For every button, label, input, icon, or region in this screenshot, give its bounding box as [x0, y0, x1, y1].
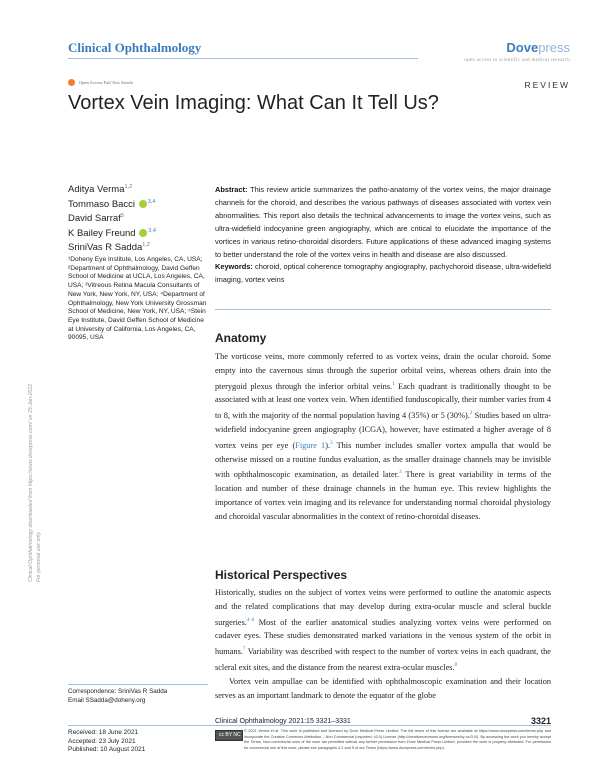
- download-note: [28, 182, 42, 582]
- affiliations: ¹Doheny Eye Institute, Los Angeles, CA, USA; ²Department of Ophthalmology, David Geffen School of Medicine at UCLA, Los Angeles, CA, USA; ³Vitreous Retina Macula Consultants of New York, New York, NY, USA; ⁴Department of Ophthalmology, New York University Grossman School of Medicine, New York, NY, USA; ⁵Stein Eye Institute, David Geffen School of Medicine at University of California, Los Angeles, CA, 90095, USA: [68, 256, 207, 342]
- historical-section: [215, 586, 551, 702]
- abstract-label: Abstract:: [215, 185, 248, 194]
- correspondence: [68, 688, 167, 705]
- publisher-tagline: open access to scientific and medical research: [464, 58, 570, 63]
- correspondence-email[interactable]: Email SSadda@doheny.org: [68, 696, 146, 704]
- footer-divider: [68, 725, 551, 726]
- reference-link[interactable]: 1: [392, 381, 395, 387]
- reference-link[interactable]: 3: [330, 440, 333, 446]
- author[interactable]: [68, 213, 156, 228]
- keywords-label: Keywords:: [215, 262, 253, 272]
- author-affil-ref: 1,2: [142, 242, 150, 249]
- author-name: SriniVas R Sadda: [68, 242, 143, 254]
- article-type: REVIEW: [524, 80, 570, 90]
- cc-license-icon[interactable]: [215, 730, 243, 741]
- open-access-icon: [68, 79, 75, 86]
- orcid-icon[interactable]: [139, 200, 147, 208]
- historical-paragraph: [215, 586, 551, 675]
- text-run: This number includes smaller vortex ampulla that would be otherwise missed on a routine fundus evaluation, as the smaller drainage channels may be invisible with ophthalmoscopic examination, as detailed later.: [215, 440, 551, 480]
- orcid-icon[interactable]: [139, 229, 147, 237]
- published-date: Published: 10 August 2021: [68, 746, 146, 754]
- publisher-logo[interactable]: [506, 40, 570, 55]
- text-run: Studies based on ultra-widefield indocyanine green angiography (ICGA), however, have estimated a higher average of 8 vortex veins per eye (: [215, 411, 551, 450]
- anatomy-paragraph: [215, 350, 551, 524]
- text-run: The vorticose veins, more commonly referred to as vortex veins, drain the ocular choroid. Some empty into the cavernous sinus through the superior orbital veins, whereas others drain into the pterygoid plexus through the inferior orbital veins.: [215, 352, 551, 391]
- text-run: Most of the earlier anatomical studies analyzing vortex veins were performed on cadaver eyes. These studies demonstrated marked variations in the venous system of the orbit in humans.: [215, 617, 551, 657]
- correspondence-author: Correspondence: SriniVas R Sadda: [68, 688, 168, 695]
- text-run: There is great variability in terms of the location and number of these drainage channels in the human eye. This review highlights the importance of vortex vein imaging and its relevance for understanding normal choroidal physiology and choroidal vascular abnormalities in the context of retino-choroidal diseases.: [215, 470, 552, 521]
- article-title: Vortex Vein Imaging: What Can It Tell Us?: [68, 92, 439, 114]
- author[interactable]: [68, 184, 156, 199]
- download-note-line2: For personal use only.: [36, 531, 42, 582]
- reference-link[interactable]: 8: [454, 662, 458, 668]
- author-name: Aditya Verma: [68, 184, 125, 195]
- open-access-text: Open Access Full Text Article: [79, 80, 134, 85]
- publisher-name-a: Dove: [506, 40, 539, 55]
- author-name: Tommaso Bacci: [68, 198, 136, 210]
- page-number: 3321: [530, 716, 551, 726]
- correspondence-divider: [68, 684, 208, 685]
- text-run: Historically, studies on the subject of vortex veins were performed to outline the anatomic aspects and the related complications that may develop during extra-ocular muscle and scleral buckle surgeries.: [215, 588, 551, 627]
- accepted-date: Accepted: 23 July 2021: [68, 737, 136, 745]
- section-heading-anatomy: Anatomy: [215, 331, 267, 345]
- citation-line: Clinical Ophthalmology 2021:15 3321–3331: [215, 718, 351, 725]
- reference-link[interactable]: 4–6: [246, 617, 255, 623]
- received-date: Received: 18 June 2021: [68, 729, 139, 736]
- author-affil-ref: 3,4: [147, 198, 156, 205]
- section-heading-historical: Historical Perspectives: [215, 568, 348, 582]
- download-note-line1: Clinical Ophthalmology downloaded from https://www.dovepress.com/ on 25-Jan-2022: [28, 383, 34, 582]
- abstract-text: This review article summarizes the patho-anatomy of the vortex veins, the major drainage channels for the choroid, and describes the various pathways of diseases associated with vortex vein abnormalities. This report also details the technical advancements to image the vortex veins, such as ultra-widefield indocyanine green angiography, which are critical to elucidate the importance of the vortices in various retino-choroidal disorders. Future applications of these advanced imaging systems to better understand the role of the vortex veins in health and disease are also discussed.: [215, 185, 551, 259]
- cc-license-label: cc BY NC: [219, 732, 241, 738]
- author-name: K Bailey Freund: [68, 227, 136, 239]
- article-dates: [68, 729, 145, 755]
- author-name: David Sarraf: [68, 213, 121, 225]
- reference-link[interactable]: 7: [242, 647, 246, 653]
- abstract: [215, 184, 551, 287]
- author[interactable]: [68, 242, 156, 257]
- author[interactable]: [68, 199, 156, 214]
- keywords-text: choroid, optical coherence tomography angiography, pachychoroid disease, ultra-widefield imaging, vortex veins: [215, 262, 551, 285]
- reference-link[interactable]: 2: [469, 411, 473, 417]
- reference-link[interactable]: 3: [399, 470, 402, 476]
- text-run: ).: [325, 440, 331, 450]
- author-list: [68, 184, 156, 257]
- text-run: Each quadrant is traditionally thought to be associated with at least one vortex vein. When identified funduscopically, their number varies from 4 to 8, with the majority of the normal population having 4 (35%) or 5 (30%).: [215, 381, 551, 421]
- text-run: Variability was described with respect to the number of vortex veins in each quadrant, the scleral exit sites, and the distance from the nearest extra-ocular muscles.: [215, 647, 551, 672]
- author-affil-ref: 5: [120, 213, 124, 220]
- abstract-divider: [215, 309, 551, 310]
- journal-name: Clinical Ophthalmology: [68, 40, 202, 55]
- license-text: © 2021 Verma et al. This work is published and licensed by Dove Medical Press Limited. The full terms of this license are available at https://www.dovepress.com/terms.php and incorporate the Creative Commons Attribution – Non Commercial (unported, v3.0) License (http://creativecommons.org/licenses/by-nc/3.0/). By accessing the work you hereby accept the Terms. Non-commercial uses of the work are permitted without any further permission from Dove Medical Press Limited, provided the work is properly attributed. For permission for commercial use of this work, please see paragraphs 4.2 and 5 of our Terms (https://www.dovepress.com/terms.php).: [244, 729, 551, 750]
- header-divider: [68, 58, 418, 59]
- publisher-name-b: press: [538, 40, 570, 55]
- author[interactable]: [68, 228, 156, 243]
- figure-link[interactable]: Figure 1: [295, 440, 326, 450]
- author-affil-ref: 1,2: [124, 184, 133, 190]
- historical-paragraph: Vortex vein ampullae can be identified with ophthalmoscopic examination and their location serves as an important landmark to denote the equator of the globe: [215, 676, 551, 700]
- author-affil-ref: 3,4: [148, 227, 156, 234]
- open-access-label: [68, 79, 133, 86]
